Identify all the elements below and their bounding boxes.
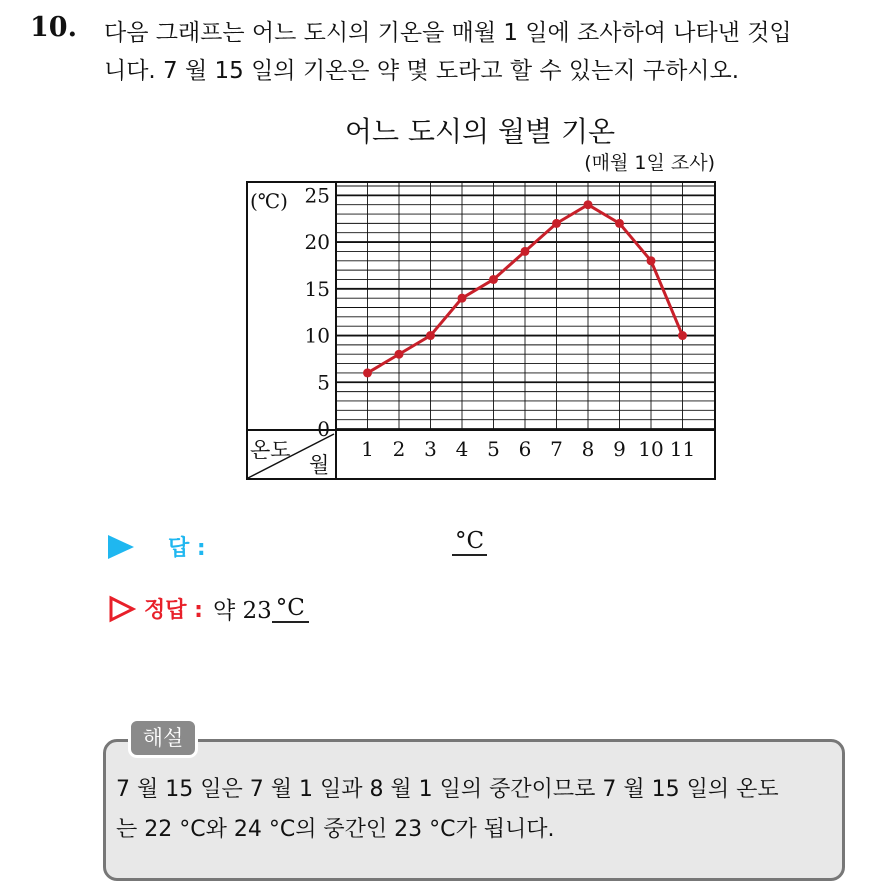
data-point <box>363 368 372 377</box>
data-point <box>647 256 656 265</box>
chart-grid <box>336 182 715 430</box>
correct-label: 정답 : <box>144 598 203 623</box>
question-line-1: 다음 그래프는 어느 도시의 기온을 매월 1 일에 조사하여 나타낸 것입 <box>104 20 792 46</box>
corner-label-temperature: 온도 <box>250 438 291 462</box>
data-point <box>521 247 530 256</box>
data-point <box>615 219 624 228</box>
x-tick-label: 4 <box>455 437 469 461</box>
correct-triangle-icon <box>108 595 136 623</box>
explanation-text <box>116 770 836 850</box>
answer-unit: °C <box>454 528 485 554</box>
y-tick-label: 20 <box>304 230 330 255</box>
question-line-2: 니다. 7 월 15 일의 기온은 약 몇 도라고 할 수 있는지 구하시오. <box>104 58 740 84</box>
x-tick-label: 8 <box>581 437 595 461</box>
data-point <box>584 200 593 209</box>
x-tick-label: 9 <box>613 437 626 461</box>
chart-subtitle: (매월 1일 조사) <box>584 152 715 174</box>
x-tick-label: 11 <box>669 437 696 461</box>
x-ticks <box>361 437 695 461</box>
explanation-tag: 해설 <box>128 718 198 758</box>
answer-triangle-icon <box>108 535 134 559</box>
x-tick-label: 5 <box>487 437 500 461</box>
data-point <box>458 294 467 303</box>
y-ticks <box>305 183 330 441</box>
y-unit-label: (℃) <box>250 189 288 213</box>
x-tick-label: 2 <box>392 437 406 461</box>
data-point <box>489 275 498 284</box>
x-tick-label: 7 <box>550 437 563 461</box>
x-tick-label: 10 <box>638 437 664 461</box>
x-tick-label: 3 <box>424 437 437 461</box>
answer-label: 답 : <box>168 536 206 561</box>
corner-label-month: 월 <box>309 453 330 477</box>
y-tick-label: 15 <box>304 276 330 301</box>
y-tick-label: 10 <box>304 323 330 348</box>
data-point <box>552 219 561 228</box>
y-tick-label: 0 <box>317 417 330 441</box>
x-tick-label: 1 <box>361 437 374 461</box>
chart-title: 어느 도시의 월별 기온 <box>344 115 616 148</box>
answer-blank[interactable] <box>452 528 487 556</box>
correct-unit: °C <box>272 595 309 623</box>
explanation-line-2: 는 22 °C와 24 °C의 중간인 23 °C가 됩니다. <box>116 817 555 842</box>
y-tick-label: 25 <box>304 183 330 208</box>
y-tick-label: 5 <box>317 370 330 395</box>
answer-row <box>108 531 206 562</box>
data-point <box>678 331 687 340</box>
explanation-line-1: 7 월 15 일은 7 월 1 일과 8 월 1 일의 중간이므로 7 월 15 일의 온도 <box>116 777 779 802</box>
data-point <box>395 350 404 359</box>
correct-value: 약 23 <box>212 598 272 624</box>
data-point <box>426 331 435 340</box>
x-tick-label: 6 <box>518 437 532 461</box>
question-number: 10. <box>30 12 77 43</box>
correct-answer-row <box>108 592 309 625</box>
